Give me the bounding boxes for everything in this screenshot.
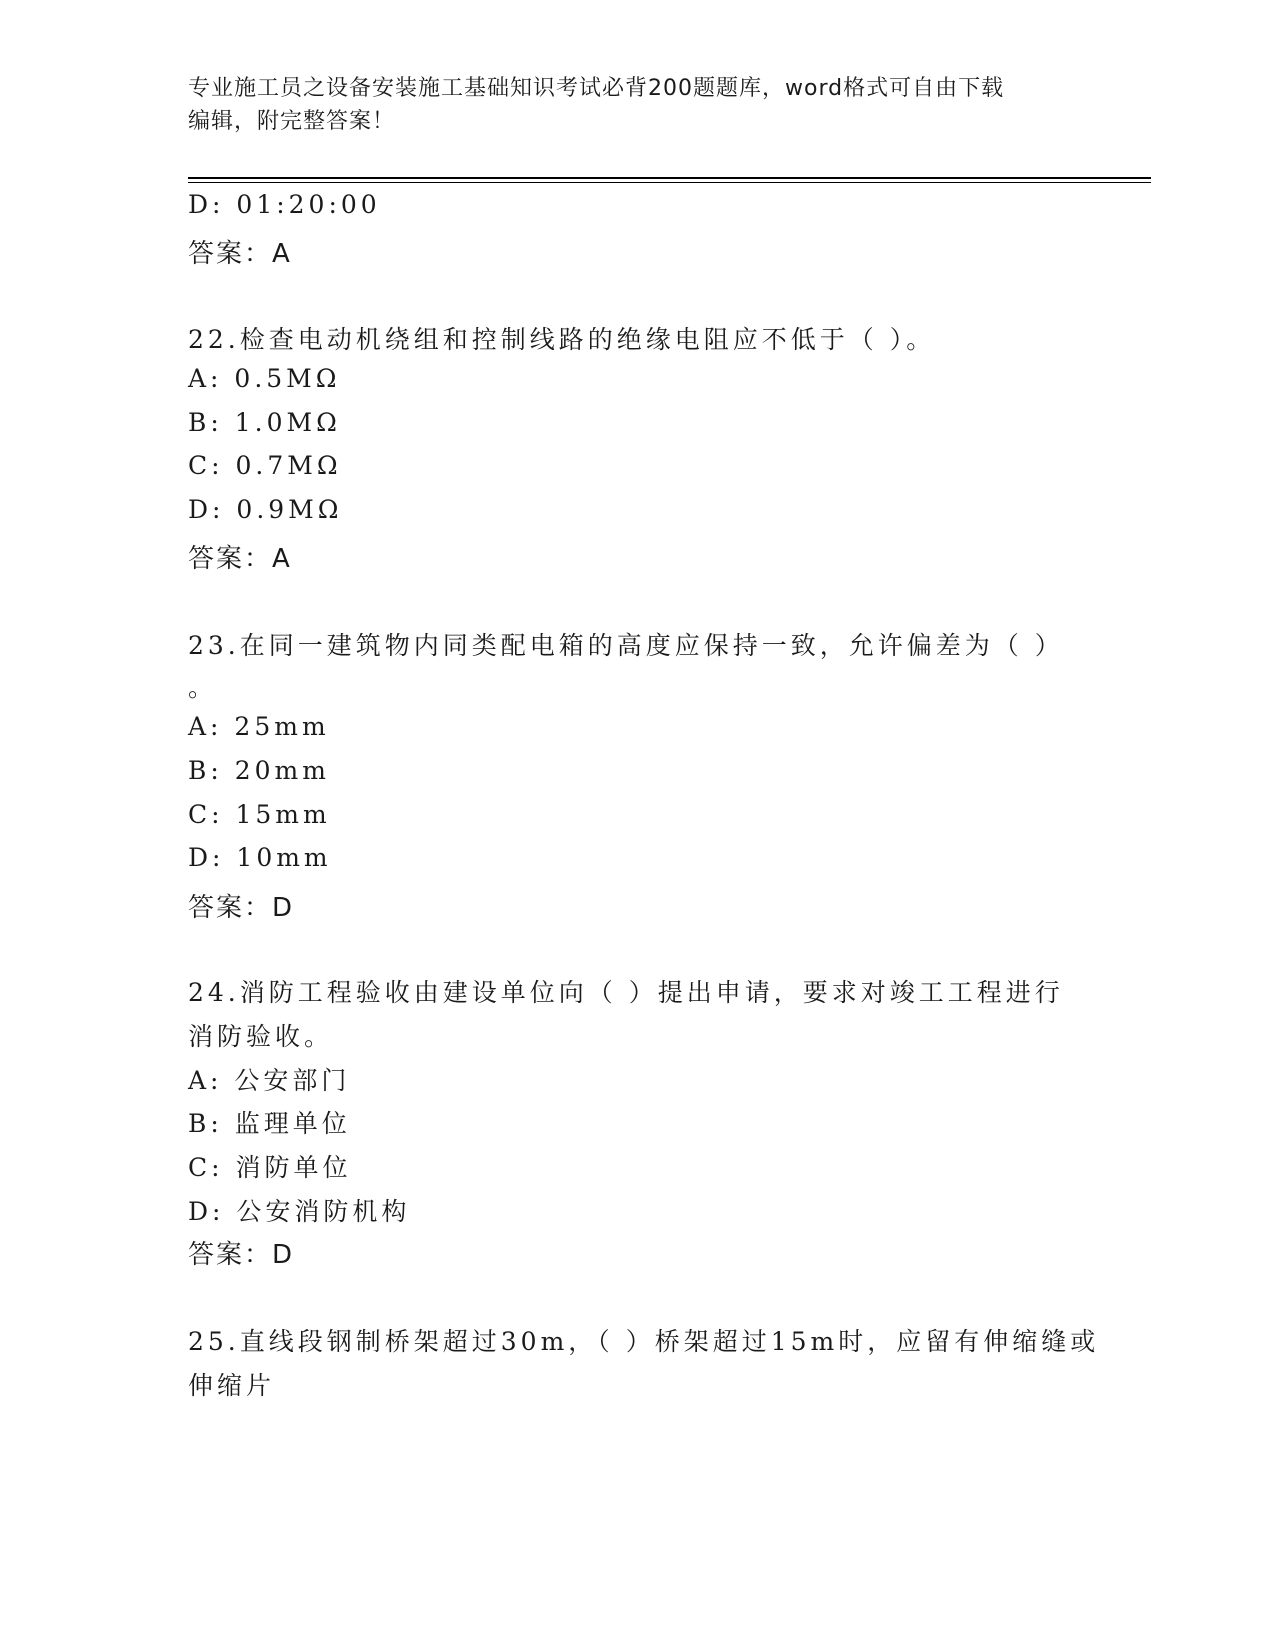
question-22-option-c: C: 0.7MΩ bbox=[188, 451, 342, 480]
question-24-stem: 24.消防工程验收由建设单位向（ ）提出申请，要求对竣工工程进行 bbox=[188, 978, 1064, 1007]
question-24-stem-cont: 消防验收。 bbox=[188, 1022, 334, 1051]
question-22-stem: 22.检查电动机绕组和控制线路的绝缘电阻应不低于（ ）。 bbox=[188, 325, 936, 354]
question-24-option-a: A: 公安部门 bbox=[188, 1066, 351, 1095]
question-22-option-b: B: 1.0MΩ bbox=[188, 408, 341, 437]
question-23-option-d: D: 10mm bbox=[188, 843, 332, 872]
question-22-answer: 答案：A bbox=[188, 544, 292, 574]
question-25-stem-cont: 伸缩片 bbox=[188, 1371, 276, 1400]
header-divider-thin bbox=[188, 182, 1151, 183]
question-23-answer: 答案：D bbox=[188, 893, 295, 923]
question-24-option-d: D: 公安消防机构 bbox=[188, 1197, 411, 1226]
header-line-2: 编辑，附完整答案！ bbox=[188, 109, 396, 134]
header-divider bbox=[188, 177, 1151, 179]
question-22-option-d: D: 0.9MΩ bbox=[188, 495, 343, 524]
question-22-option-a: A: 0.5MΩ bbox=[188, 364, 341, 393]
prev-option-d: D: 01:20:00 bbox=[188, 190, 381, 219]
question-24-option-b: B: 监理单位 bbox=[188, 1109, 351, 1138]
question-24-answer: 答案：D bbox=[188, 1240, 295, 1270]
question-23-stem-cont: 。 bbox=[188, 673, 218, 702]
question-23-option-a: A: 25mm bbox=[188, 712, 330, 741]
question-23-option-c: C: 15mm bbox=[188, 800, 331, 829]
document-header bbox=[188, 72, 1088, 138]
question-24-option-c: C: 消防单位 bbox=[188, 1153, 352, 1182]
prev-answer: 答案：A bbox=[188, 239, 292, 269]
header-line-1: 专业施工员之设备安装施工基础知识考试必背200题题库，word格式可自由下载 bbox=[188, 76, 1005, 101]
question-25-stem: 25.直线段钢制桥架超过30m，（ ）桥架超过15m时，应留有伸缩缝或 bbox=[188, 1327, 1100, 1356]
question-23-option-b: B: 20mm bbox=[188, 756, 330, 785]
question-23-stem: 23.在同一建筑物内同类配电箱的高度应保持一致，允许偏差为（ ） bbox=[188, 631, 1064, 660]
